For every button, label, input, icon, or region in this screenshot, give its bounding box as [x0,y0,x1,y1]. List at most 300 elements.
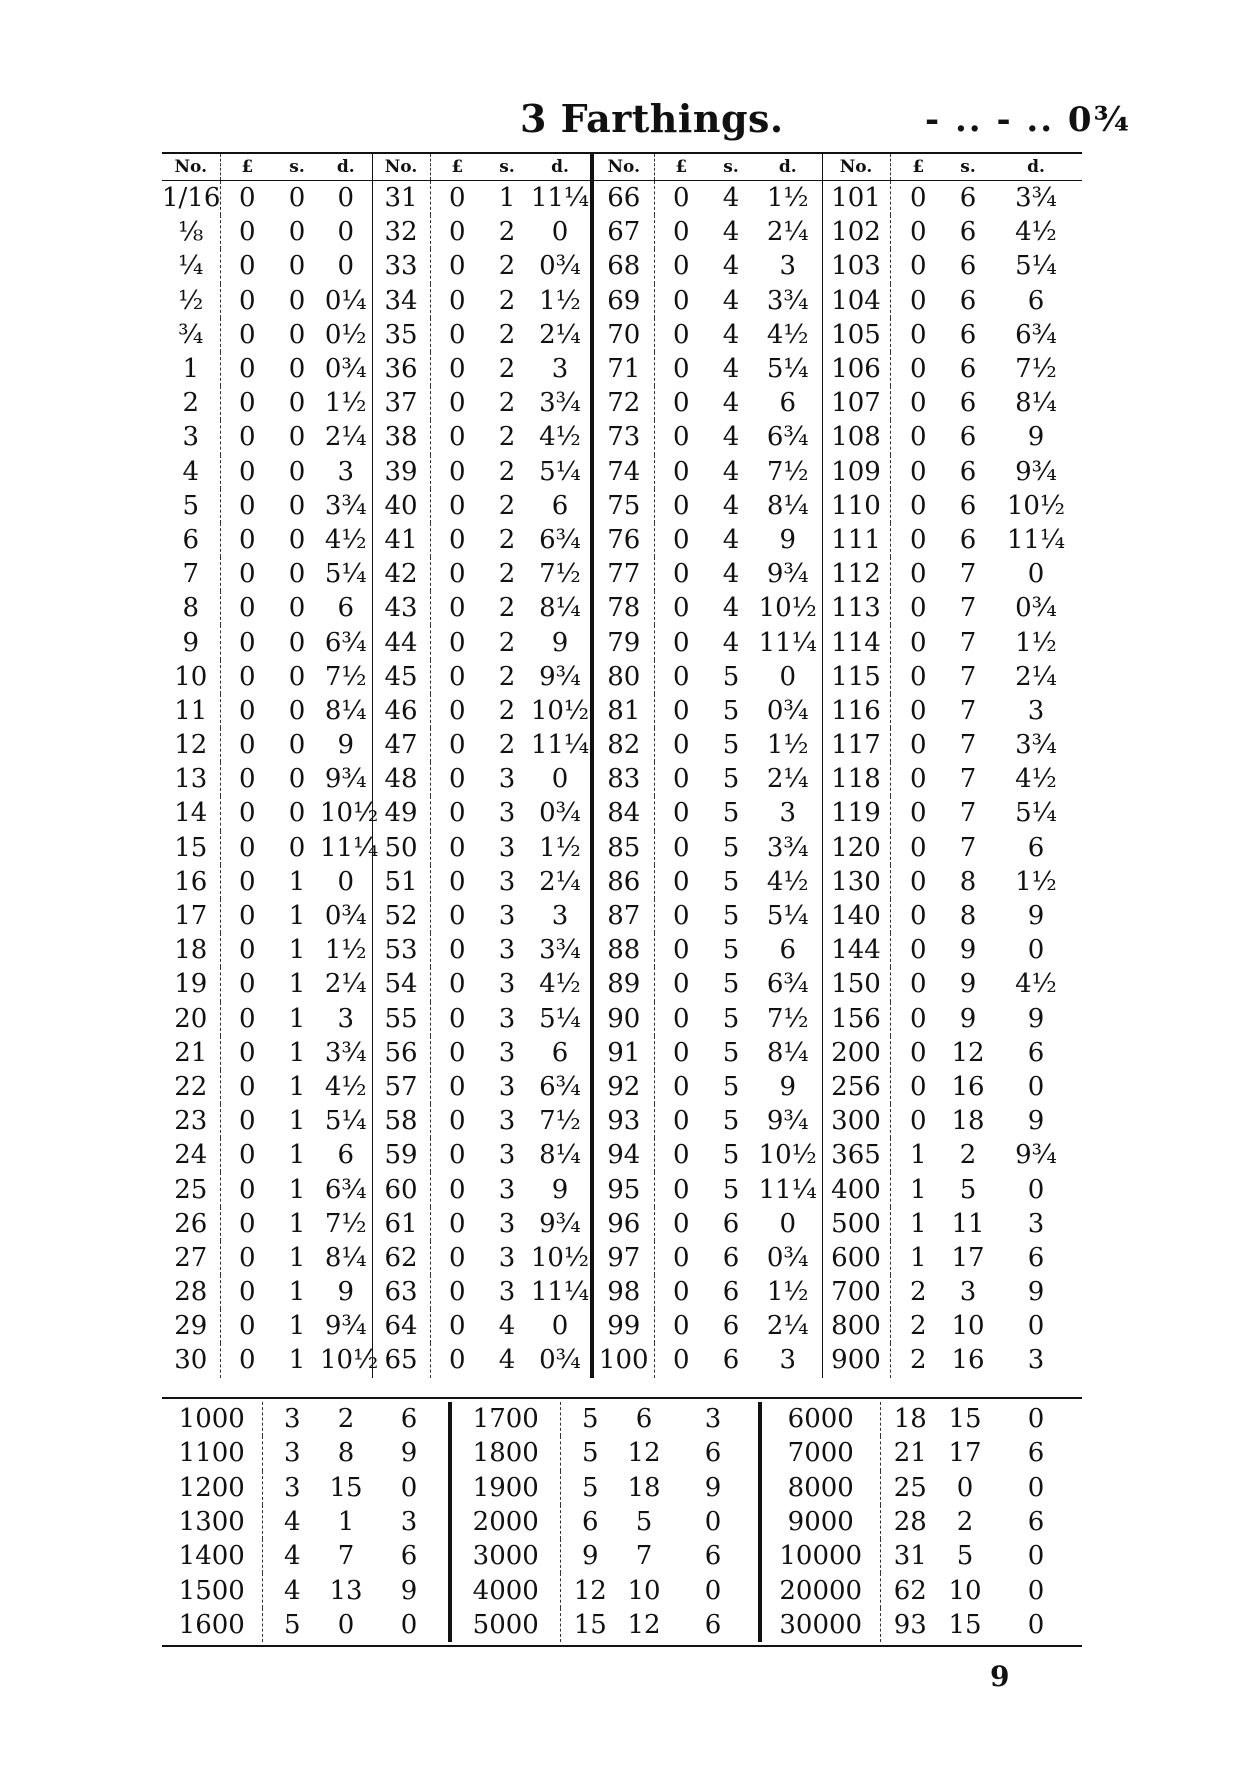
pounds-cell: 0 [448,490,466,521]
pence-cell: 3 [530,899,592,933]
pounds-cell: 0 [672,524,690,555]
number-cell: 96 [592,1207,654,1241]
shillings-cell: 16 [951,1345,985,1376]
number-cell: 6000 [760,1402,880,1436]
pence-cell: 2¼ [320,967,372,1001]
table-row [162,1172,1082,1206]
pence-cell: 0 [1027,1071,1045,1102]
shillings-cell: 0 [337,1609,355,1640]
pounds-cell: 0 [672,1037,690,1068]
number-cell: 51 [372,865,430,899]
number-cell: 73 [592,420,654,454]
bottom-rule [162,1645,1082,1647]
shillings-cell: 3 [498,1277,516,1308]
pence-cell: 0 [320,215,372,249]
number-cell: 8000 [760,1471,880,1505]
number-cell: 36 [372,352,430,386]
shillings-cell: 0 [288,559,306,590]
shillings-cell: 10 [948,1575,982,1606]
shillings-cell: 4 [498,1311,516,1342]
shillings-cell: 11 [951,1208,985,1239]
pounds-cell: 0 [448,1003,466,1034]
number-cell: 10 [162,660,220,694]
pounds-cell: 0 [448,1242,466,1273]
shillings-cell: 2 [498,285,516,316]
pence-cell: 9 [530,1172,592,1206]
number-cell: 68 [592,249,654,283]
number-cell: 111 [822,523,890,557]
pounds-cell: 0 [672,832,690,863]
pence-cell: 9¾ [754,1104,822,1138]
number-cell: 83 [592,762,654,796]
pounds-cell: 0 [672,1003,690,1034]
shillings-cell: 5 [722,969,740,1000]
shillings-cell: 2 [498,559,516,590]
pence-cell: 2¼ [754,1309,822,1343]
pence-cell: 0 [668,1505,760,1539]
pence-cell: 1½ [1015,627,1057,658]
number-cell: 66 [592,181,654,216]
pence-cell: 3 [320,1002,372,1036]
shillings-cell: 6 [959,354,977,385]
pence-cell: 9 [754,1070,822,1104]
table-row [162,181,1082,216]
pounds-cell: 0 [909,456,927,487]
shillings-cell: 1 [288,901,306,932]
table-row [162,489,1082,523]
number-cell: 93 [592,1104,654,1138]
number-cell: 1500 [162,1573,262,1607]
pounds-cell: 0 [448,388,466,419]
number-cell: 77 [592,557,654,591]
shillings-cell: 7 [635,1541,653,1572]
pence-cell: 11¼ [530,181,592,216]
pence-cell: 2¼ [754,215,822,249]
shillings-cell: 5 [722,935,740,966]
shillings-cell: 1 [288,1037,306,1068]
pounds-cell: 0 [909,901,927,932]
pounds-cell: 0 [448,866,466,897]
pounds-cell: 0 [238,524,256,555]
pence-cell: 3¾ [1015,183,1057,214]
shillings-cell: 4 [722,627,740,658]
pence-cell: 7½ [320,660,372,694]
pence-cell: 7½ [530,557,592,591]
pounds-cell: 5 [581,1438,599,1469]
pounds-cell: 0 [448,1174,466,1205]
pence-cell: 0¾ [530,249,592,283]
pounds-cell: 0 [672,1071,690,1102]
pence-cell: 3 [1027,695,1045,726]
pounds-cell: 0 [448,935,466,966]
pounds-cell: 0 [448,969,466,1000]
number-cell: 27 [162,1241,220,1275]
pence-cell: 9¾ [1015,456,1057,487]
totals-row [162,1573,1082,1607]
pounds-cell: 0 [909,627,927,658]
pounds-cell: 0 [672,730,690,761]
number-cell: 97 [592,1241,654,1275]
pounds-cell: 0 [672,490,690,521]
shillings-cell: 4 [498,1345,516,1376]
shillings-cell: 12 [951,1037,985,1068]
pounds-cell: 0 [238,1208,256,1239]
totals-row [162,1436,1082,1470]
table-row [162,1241,1082,1275]
shillings-cell: 4 [722,422,740,453]
shillings-cell: 2 [498,593,516,624]
table-row [162,249,1082,283]
shillings-cell: 5 [956,1541,974,1572]
pounds-cell: 6 [581,1507,599,1538]
shillings-cell: 3 [498,1174,516,1205]
column-header: £ [220,154,274,181]
shillings-cell: 1 [337,1507,355,1538]
pence-cell: 0¾ [320,352,372,386]
pence-cell: 10½ [530,1241,592,1275]
number-cell: 130 [822,865,890,899]
pence-cell: 9¾ [1015,1140,1057,1171]
pounds-cell: 0 [238,1242,256,1273]
pounds-cell: 0 [909,695,927,726]
pence-cell: 6 [370,1402,450,1436]
pence-cell: 3¾ [320,489,372,523]
shillings-cell: 2 [498,661,516,692]
pence-cell: 0 [530,762,592,796]
shillings-cell: 5 [722,695,740,726]
number-cell: 19 [162,967,220,1001]
shillings-cell: 1 [288,1208,306,1239]
pounds-cell: 0 [672,866,690,897]
shillings-cell: 6 [959,524,977,555]
number-cell: 20 [162,1002,220,1036]
number-cell: 63 [372,1275,430,1309]
pence-cell: 1½ [1015,866,1057,897]
shillings-cell: 2 [498,319,516,350]
totals-row [162,1608,1082,1642]
pounds-cell: 0 [448,1277,466,1308]
shillings-cell: 2 [956,1507,974,1538]
pence-cell: 1½ [320,933,372,967]
shillings-cell: 3 [498,866,516,897]
pounds-cell: 0 [238,354,256,385]
number-cell: 22 [162,1070,220,1104]
number-cell: 400 [822,1172,890,1206]
shillings-cell: 6 [959,251,977,282]
pounds-cell: 4 [283,1541,301,1572]
shillings-cell: 3 [498,901,516,932]
number-cell: 75 [592,489,654,523]
table-row [162,865,1082,899]
number-cell: 85 [592,831,654,865]
pounds-cell: 0 [909,661,927,692]
pence-cell: 0 [320,249,372,283]
pounds-cell: 0 [672,285,690,316]
pounds-cell: 0 [672,1345,690,1376]
number-cell: 365 [822,1138,890,1172]
pence-cell: 8¼ [320,1241,372,1275]
number-cell: 105 [822,318,890,352]
pence-cell: 6 [370,1539,450,1573]
pounds-cell: 3 [283,1472,301,1503]
number-cell: 1300 [162,1505,262,1539]
shillings-cell: 3 [498,1242,516,1273]
pounds-cell: 1 [909,1174,927,1205]
table-row [162,318,1082,352]
shillings-cell: 0 [288,524,306,555]
pence-cell: 0 [1027,1609,1045,1640]
shillings-cell: 1 [288,1140,306,1171]
number-cell: 45 [372,660,430,694]
pence-cell: 0 [1027,559,1045,590]
pounds-cell: 0 [909,866,927,897]
shillings-cell: 2 [337,1404,355,1435]
shillings-cell: 5 [722,866,740,897]
number-cell: 5 [162,489,220,523]
pence-cell: 1½ [530,831,592,865]
pence-cell: 8¼ [754,1036,822,1070]
pounds-cell: 0 [448,832,466,863]
table-row [162,625,1082,659]
pounds-cell: 0 [909,217,927,248]
totals-body [162,1402,1082,1642]
number-cell: 30 [162,1343,220,1377]
number-cell: 98 [592,1275,654,1309]
number-cell: 44 [372,625,430,659]
number-cell: 11 [162,694,220,728]
table-row [162,694,1082,728]
pounds-cell: 15 [573,1609,607,1640]
number-cell: 3 [162,420,220,454]
pence-cell: 0 [754,660,822,694]
shillings-cell: 1 [498,183,516,214]
pounds-cell: 0 [909,319,927,350]
pence-cell: 6¾ [320,625,372,659]
pounds-cell: 0 [238,1277,256,1308]
pounds-cell: 0 [672,1311,690,1342]
pounds-cell: 0 [448,217,466,248]
table-row [162,1070,1082,1104]
pounds-cell: 0 [672,627,690,658]
number-cell: 30000 [760,1608,880,1642]
number-cell: 82 [592,728,654,762]
pence-cell: 6 [320,1138,372,1172]
shillings-cell: 2 [498,627,516,658]
pence-cell: 0 [530,215,592,249]
number-cell: 53 [372,933,430,967]
shillings-cell: 1 [288,1242,306,1273]
shillings-cell: 3 [498,798,516,829]
number-cell: 10000 [760,1539,880,1573]
number-cell: 24 [162,1138,220,1172]
pounds-cell: 0 [909,764,927,795]
pence-cell: 6¾ [754,967,822,1001]
pounds-cell: 31 [893,1541,927,1572]
column-header: d. [990,154,1082,181]
shillings-cell: 9 [959,1003,977,1034]
pounds-cell: 0 [909,490,927,521]
shillings-cell: 2 [498,490,516,521]
pence-cell: 9¾ [530,660,592,694]
number-cell: 1000 [162,1402,262,1436]
shillings-cell: 0 [288,764,306,795]
table-row [162,523,1082,557]
shillings-cell: 1 [288,866,306,897]
pence-cell: 3 [1027,1345,1045,1376]
pence-cell: 2¼ [530,865,592,899]
number-cell: 28 [162,1275,220,1309]
number-cell: 56 [372,1036,430,1070]
number-cell: 99 [592,1309,654,1343]
shillings-cell: 4 [722,217,740,248]
shillings-cell: 12 [627,1609,661,1640]
pounds-cell: 9 [581,1541,599,1572]
shillings-cell: 3 [498,832,516,863]
pounds-cell: 0 [238,1071,256,1102]
number-cell: 150 [822,967,890,1001]
pence-cell: 0 [1027,1311,1045,1342]
pounds-cell: 0 [448,1106,466,1137]
table-row [162,284,1082,318]
shillings-cell: 3 [498,764,516,795]
number-cell: 64 [372,1309,430,1343]
number-cell: 1700 [450,1402,560,1436]
pence-cell: 8¼ [530,591,592,625]
table-row [162,933,1082,967]
column-header: s. [708,154,754,181]
shillings-cell: 2 [498,524,516,555]
pence-cell: 3 [754,249,822,283]
pence-cell: 0 [370,1471,450,1505]
number-cell: 49 [372,796,430,830]
pounds-cell: 0 [448,1208,466,1239]
pounds-cell: 0 [448,183,466,214]
shillings-cell: 6 [959,217,977,248]
number-cell: 102 [822,215,890,249]
table-row [162,1207,1082,1241]
shillings-cell: 9 [959,935,977,966]
number-cell: 46 [372,694,430,728]
number-cell: 74 [592,455,654,489]
pounds-cell: 3 [283,1438,301,1469]
column-header: No. [592,154,654,181]
pounds-cell: 0 [448,456,466,487]
pence-cell: 1½ [754,728,822,762]
pence-cell: 6 [668,1608,760,1642]
number-cell: 7 [162,557,220,591]
table-row [162,899,1082,933]
pence-cell: 1½ [530,284,592,318]
shillings-cell: 6 [959,490,977,521]
table-row [162,967,1082,1001]
pounds-cell: 0 [448,524,466,555]
pence-cell: 6 [320,591,372,625]
number-cell: 94 [592,1138,654,1172]
pence-cell: 4½ [320,1070,372,1104]
pounds-cell: 0 [672,661,690,692]
shillings-cell: 18 [627,1472,661,1503]
pence-cell: 3 [1027,1208,1045,1239]
pounds-cell: 0 [672,593,690,624]
shillings-cell: 7 [959,764,977,795]
number-cell: 92 [592,1070,654,1104]
number-cell: 7000 [760,1436,880,1470]
number-cell: 4 [162,455,220,489]
pounds-cell: 0 [909,832,927,863]
shillings-cell: 4 [722,524,740,555]
pounds-cell: 93 [893,1609,927,1640]
pence-cell: 3¾ [530,933,592,967]
pence-cell: 10½ [320,1343,372,1377]
number-cell: 500 [822,1207,890,1241]
number-cell: 600 [822,1241,890,1275]
number-cell: 26 [162,1207,220,1241]
shillings-cell: 10 [627,1575,661,1606]
number-cell: 109 [822,455,890,489]
number-cell: 119 [822,796,890,830]
shillings-cell: 4 [722,490,740,521]
shillings-cell: 7 [959,798,977,829]
pence-cell: 6¾ [1015,319,1057,350]
pence-cell: 0¾ [530,1343,592,1377]
shillings-cell: 0 [288,319,306,350]
totals-row [162,1471,1082,1505]
pence-cell: 9¾ [530,1207,592,1241]
number-cell: 95 [592,1172,654,1206]
pence-cell: 3 [370,1505,450,1539]
pence-cell: 7½ [320,1207,372,1241]
number-cell: 25 [162,1172,220,1206]
number-cell: 81 [592,694,654,728]
pounds-cell: 1 [909,1140,927,1171]
shillings-cell: 0 [288,490,306,521]
pounds-cell: 1 [909,1208,927,1239]
table-row [162,1104,1082,1138]
table-row [162,1343,1082,1377]
pence-cell: 6 [530,1036,592,1070]
column-header: No. [822,154,890,181]
shillings-cell: 3 [498,1140,516,1171]
shillings-cell: 6 [722,1242,740,1273]
pounds-cell: 0 [238,559,256,590]
shillings-cell: 4 [722,456,740,487]
pounds-cell: 2 [909,1311,927,1342]
pounds-cell: 0 [448,695,466,726]
shillings-cell: 4 [722,559,740,590]
shillings-cell: 7 [959,593,977,624]
pounds-cell: 0 [238,1140,256,1171]
shillings-cell: 3 [498,1071,516,1102]
pence-cell: 6¾ [320,1172,372,1206]
column-header: £ [430,154,484,181]
column-header: d. [530,154,592,181]
shillings-cell: 1 [288,1003,306,1034]
number-cell: 41 [372,523,430,557]
shillings-cell: 2 [498,354,516,385]
pounds-cell: 0 [238,661,256,692]
number-cell: 34 [372,284,430,318]
table-row [162,660,1082,694]
table-row [162,591,1082,625]
table-row [162,796,1082,830]
shillings-cell: 3 [498,1208,516,1239]
pounds-cell: 0 [909,730,927,761]
number-cell: 86 [592,865,654,899]
number-cell: 108 [822,420,890,454]
number-cell: 29 [162,1309,220,1343]
pounds-cell: 0 [238,285,256,316]
pence-cell: 0 [1027,1575,1045,1606]
